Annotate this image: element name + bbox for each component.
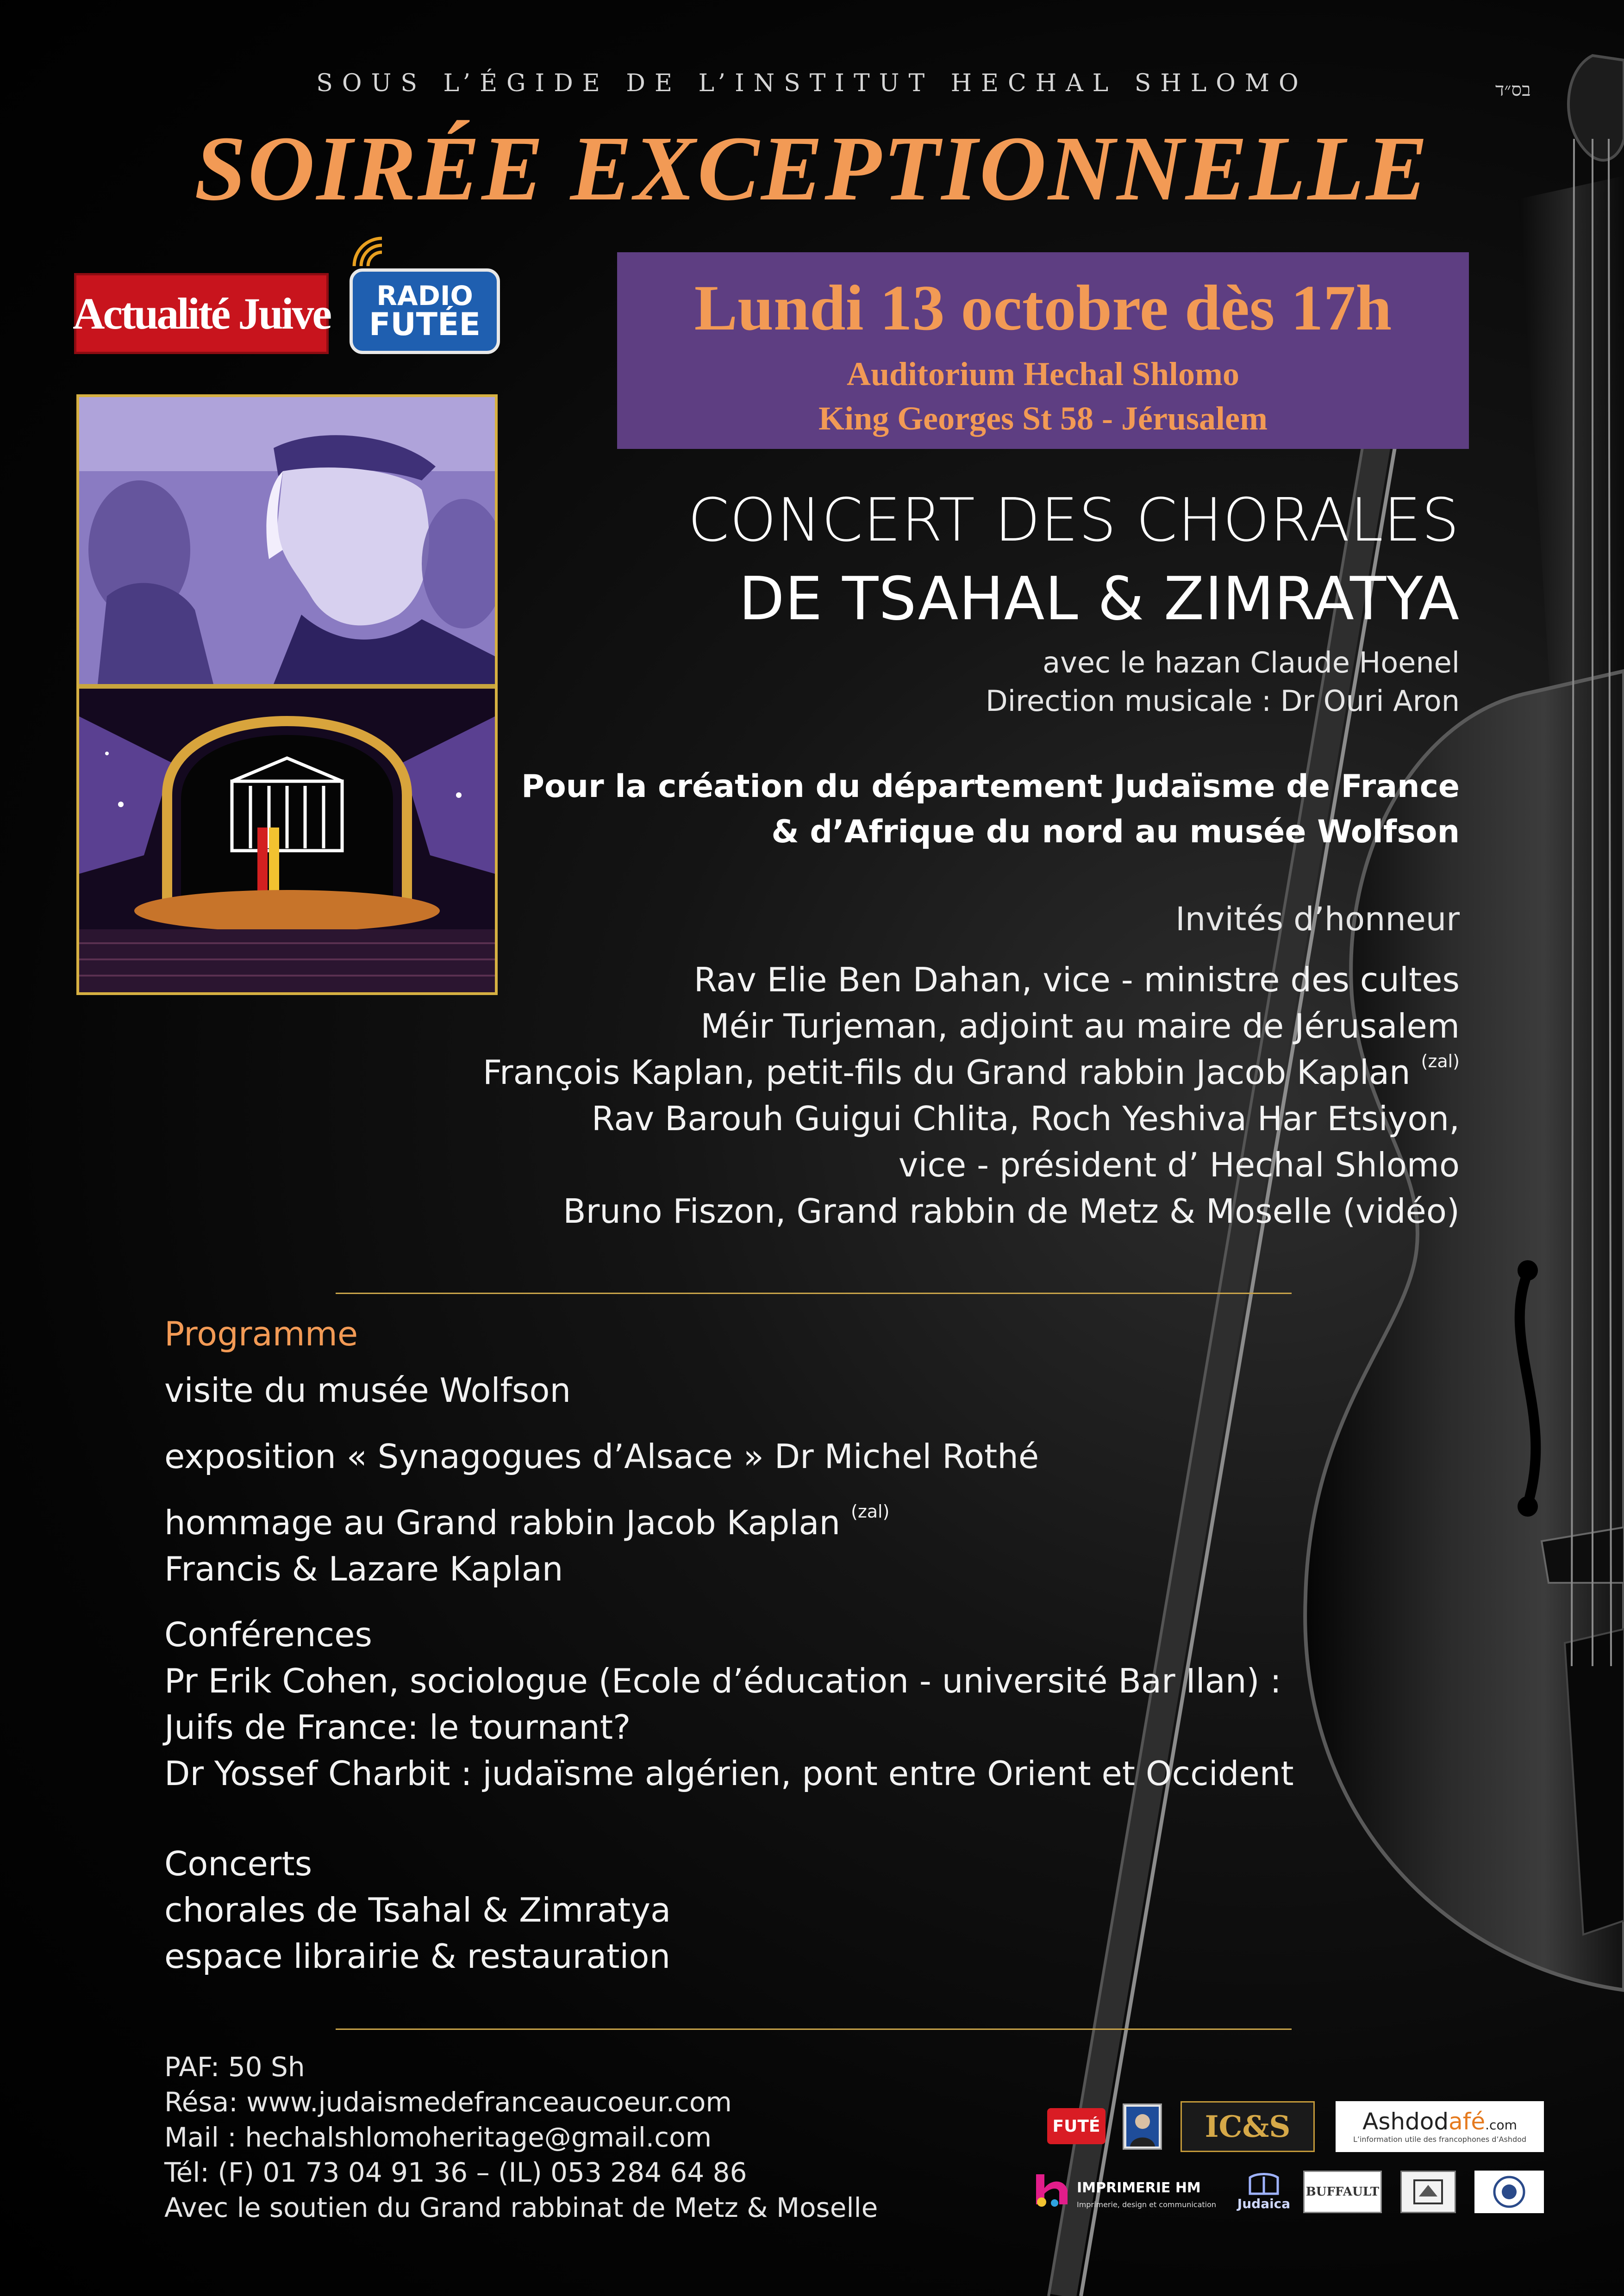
conference-item: Juifs de France: le tournant? xyxy=(164,1708,631,1747)
actualite-juive-logo-text: Actualité Juive xyxy=(73,289,330,338)
programme-item: Francis & Lazare Kaplan xyxy=(164,1549,563,1588)
creation-purpose-line2: & d’Afrique du nord au musée Wolfson xyxy=(771,814,1460,850)
separator-line xyxy=(336,1293,1292,1294)
seal-logo xyxy=(1474,2171,1544,2213)
emblem-icon xyxy=(1410,2176,1447,2208)
main-title: SOIRÉE EXCEPTIONNELLE xyxy=(194,118,1430,220)
bsd-mark: בס״ד xyxy=(1495,79,1531,100)
fute-logo xyxy=(1047,2108,1106,2144)
buffault-text: BUFFAULT xyxy=(1305,2185,1380,2199)
separator-line xyxy=(336,2028,1292,2030)
programme-item-hommage xyxy=(164,1503,889,1542)
phone-info: Tél: (F) 01 73 04 91 36 – (IL) 053 284 64 86 xyxy=(164,2157,747,2188)
concert-item: espace librairie & restauration xyxy=(164,1937,671,1976)
guest-line: Rav Barouh Guigui Chlita, Roch Yeshiva Har Etsiyon, xyxy=(591,1099,1460,1138)
ics-logo-text: IC&S xyxy=(1205,2109,1291,2144)
conferences-heading: Conférences xyxy=(164,1615,372,1654)
ashdod-cafe-logo-part2: afé xyxy=(1449,2108,1486,2135)
ashdod-cafe-logo-text xyxy=(1362,2110,1517,2133)
guest-line: Méir Turjeman, adjoint au maire de Jérusalem xyxy=(700,1007,1460,1045)
choir-singers-photo xyxy=(79,397,495,684)
programme-heading: Programme xyxy=(164,1314,358,1353)
paf-info: PAF: 50 Sh xyxy=(164,2051,305,2083)
concert-item: chorales de Tsahal & Zimratya xyxy=(164,1891,671,1929)
guest-line: vice - président d’ Hechal Shlomo xyxy=(898,1145,1460,1184)
hazan-credit: avec le hazan Claude Hoenel xyxy=(1043,646,1460,679)
zal-superscript: (zal) xyxy=(851,1501,890,1522)
ics-logo xyxy=(1181,2101,1315,2152)
guest-line-text: François Kaplan, petit-fils du Grand rabbin Jacob Kaplan xyxy=(482,1053,1411,1092)
event-date: Lundi 13 octobre dès 17h xyxy=(694,272,1392,344)
emblem-logo xyxy=(1400,2171,1456,2213)
event-venue: Auditorium Hechal Shlomo xyxy=(846,355,1240,392)
buffault-logo xyxy=(1303,2171,1382,2213)
guest-line-with-zal xyxy=(483,1053,1460,1092)
radio-futee-logo-line2: FUTÉE xyxy=(369,306,481,343)
judaica-icon xyxy=(1248,2173,1280,2196)
judaica-text: Judaica xyxy=(1237,2196,1291,2211)
conference-item: Dr Yossef Charbit : judaïsme algérien, pont entre Orient et Occident xyxy=(164,1754,1294,1793)
patronage-line: SOUS L’ÉGIDE DE L’INSTITUT HECHAL SHLOMO xyxy=(316,69,1308,97)
creation-purpose-line1: Pour la création du département Judaïsme de France xyxy=(521,768,1460,805)
radio-signal-icon xyxy=(350,234,387,271)
guests-heading: Invités d’honneur xyxy=(1175,900,1460,938)
concert-title-line1: CONCERT DES CHORALES xyxy=(687,486,1460,555)
stage-theatre-photo xyxy=(79,689,495,992)
event-address: King Georges St 58 - Jérusalem xyxy=(818,400,1268,437)
concerts-heading: Concerts xyxy=(164,1844,312,1883)
portrait-logo xyxy=(1123,2103,1162,2150)
actualite-juive-logo xyxy=(74,273,329,354)
zal-superscript: (zal) xyxy=(1421,1051,1460,1071)
ashdod-cafe-logo xyxy=(1336,2101,1544,2152)
programme-item: exposition « Synagogues d’Alsace » Dr Michel Rothé xyxy=(164,1437,1039,1476)
imprimerie-hm-icon xyxy=(1032,2170,1074,2207)
photo-collage xyxy=(76,394,498,995)
concert-title-line2: DE TSAHAL & ZIMRATYA xyxy=(738,565,1460,634)
imprimerie-hm-text: IMPRIMERIE HM xyxy=(1077,2180,1201,2196)
portrait-icon xyxy=(1126,2107,1159,2147)
ashdod-cafe-tagline: L’information utile des francophones d’Ashdod xyxy=(1353,2134,1527,2144)
programme-item-text: hommage au Grand rabbin Jacob Kaplan xyxy=(164,1503,841,1542)
fute-logo-text: FUTÉ xyxy=(1052,2116,1100,2136)
imprimerie-hm-logo xyxy=(1032,2166,1218,2212)
programme-item: visite du musée Wolfson xyxy=(164,1371,571,1410)
guest-line: Bruno Fiszon, Grand rabbin de Metz & Moselle (vidéo) xyxy=(563,1192,1460,1231)
mail-info: Mail : hechalshlomoheritage@gmail.com xyxy=(164,2122,712,2153)
guest-line: Rav Elie Ben Dahan, vice - ministre des cultes xyxy=(693,960,1460,999)
reservation-info: Résa: www.judaismedefranceaucoeur.com xyxy=(164,2086,732,2118)
radio-futee-logo xyxy=(350,268,500,354)
ashdod-cafe-logo-part1: Ashdod xyxy=(1362,2108,1449,2135)
musical-direction-credit: Direction musicale : Dr Ouri Aron xyxy=(986,684,1460,718)
ashdod-cafe-logo-part3: .com xyxy=(1485,2117,1517,2133)
seal-icon xyxy=(1491,2173,1528,2210)
event-info-box xyxy=(617,252,1469,449)
judaica-logo xyxy=(1229,2171,1299,2213)
radio-futee-logo-line1: RADIO xyxy=(376,280,473,311)
conference-item: Pr Erik Cohen, sociologue (Ecole d’éducation - université Bar Ilan) : xyxy=(164,1661,1281,1700)
support-info: Avec le soutien du Grand rabbinat de Metz & Moselle xyxy=(164,2192,878,2223)
imprimerie-hm-tagline: Imprimerie, design et communication xyxy=(1077,2200,1217,2209)
